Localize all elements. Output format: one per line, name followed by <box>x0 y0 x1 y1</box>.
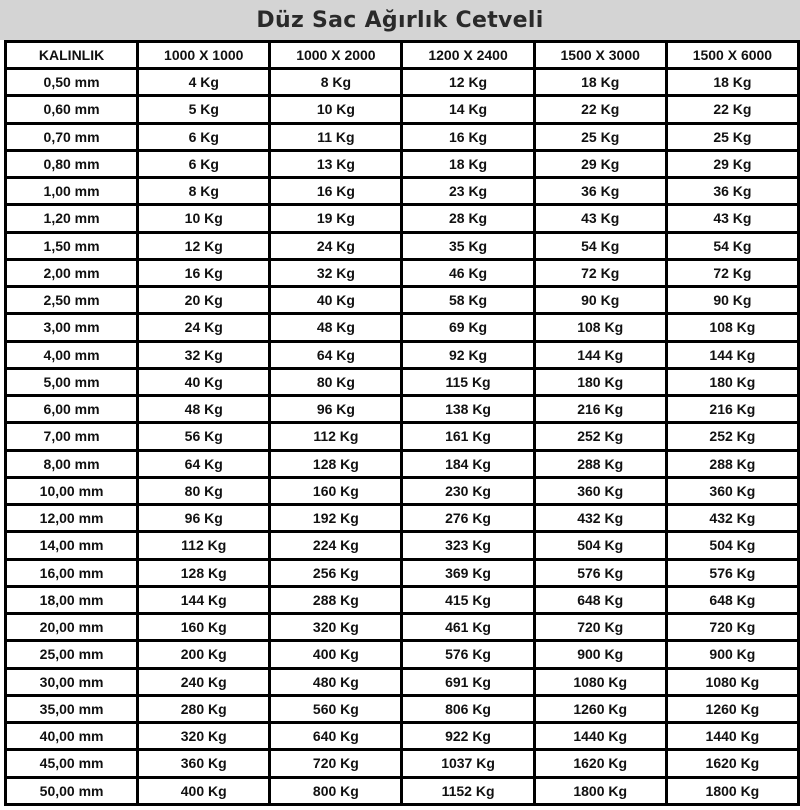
thickness-cell: 16,00 mm <box>7 561 136 585</box>
weight-cell: 1037 Kg <box>403 751 532 775</box>
weight-cell: 360 Kg <box>668 479 797 503</box>
thickness-cell: 7,00 mm <box>7 424 136 448</box>
weight-cell: 360 Kg <box>139 751 268 775</box>
weight-cell: 40 Kg <box>139 370 268 394</box>
weight-cell: 16 Kg <box>403 125 532 149</box>
weight-cell: 276 Kg <box>403 506 532 530</box>
weight-cell: 161 Kg <box>403 424 532 448</box>
weight-cell: 4 Kg <box>139 70 268 94</box>
thickness-cell: 0,70 mm <box>7 125 136 149</box>
table-row <box>7 97 797 121</box>
weight-cell: 280 Kg <box>139 697 268 721</box>
thickness-cell: 1,00 mm <box>7 179 136 203</box>
column-header-size: 1500 X 6000 <box>668 43 797 67</box>
weight-cell: 22 Kg <box>536 97 665 121</box>
weight-cell: 32 Kg <box>271 261 400 285</box>
weight-cell: 288 Kg <box>536 452 665 476</box>
weight-cell: 8 Kg <box>271 70 400 94</box>
weight-cell: 288 Kg <box>668 452 797 476</box>
page-title: Düz Sac Ağırlık Cetveli <box>256 7 544 33</box>
weight-cell: 18 Kg <box>536 70 665 94</box>
weight-cell: 29 Kg <box>536 152 665 176</box>
thickness-cell: 18,00 mm <box>7 588 136 612</box>
thickness-cell: 10,00 mm <box>7 479 136 503</box>
weight-cell: 96 Kg <box>271 397 400 421</box>
table-row <box>7 343 797 367</box>
weight-cell: 288 Kg <box>271 588 400 612</box>
table-row <box>7 397 797 421</box>
weight-cell: 12 Kg <box>139 234 268 258</box>
thickness-cell: 0,50 mm <box>7 70 136 94</box>
thickness-cell: 30,00 mm <box>7 670 136 694</box>
weight-cell: 64 Kg <box>271 343 400 367</box>
weight-cell: 69 Kg <box>403 315 532 339</box>
weight-cell: 900 Kg <box>536 642 665 666</box>
weight-cell: 369 Kg <box>403 561 532 585</box>
table-row <box>7 261 797 285</box>
weight-cell: 64 Kg <box>139 452 268 476</box>
weight-cell: 24 Kg <box>271 234 400 258</box>
weight-cell: 18 Kg <box>668 70 797 94</box>
weight-cell: 144 Kg <box>668 343 797 367</box>
column-header-size: 1000 X 2000 <box>271 43 400 67</box>
thickness-cell: 0,60 mm <box>7 97 136 121</box>
weight-cell: 320 Kg <box>139 724 268 748</box>
thickness-cell: 1,20 mm <box>7 206 136 230</box>
weight-cell: 144 Kg <box>139 588 268 612</box>
weight-cell: 480 Kg <box>271 670 400 694</box>
weight-cell: 1620 Kg <box>536 751 665 775</box>
table-row <box>7 315 797 339</box>
weight-cell: 1080 Kg <box>536 670 665 694</box>
weight-cell: 16 Kg <box>139 261 268 285</box>
weight-cell: 504 Kg <box>536 533 665 557</box>
table-row <box>7 206 797 230</box>
weight-cell: 576 Kg <box>668 561 797 585</box>
weight-cell: 80 Kg <box>271 370 400 394</box>
weight-cell: 24 Kg <box>139 315 268 339</box>
weight-cell: 252 Kg <box>668 424 797 448</box>
table-row <box>7 697 797 721</box>
weight-cell: 192 Kg <box>271 506 400 530</box>
weight-cell: 40 Kg <box>271 288 400 312</box>
weight-cell: 691 Kg <box>403 670 532 694</box>
thickness-cell: 14,00 mm <box>7 533 136 557</box>
weight-cell: 128 Kg <box>271 452 400 476</box>
table-row <box>7 779 797 804</box>
weight-cell: 1260 Kg <box>668 697 797 721</box>
weight-cell: 900 Kg <box>668 642 797 666</box>
weight-cell: 11 Kg <box>271 125 400 149</box>
weight-cell: 160 Kg <box>139 615 268 639</box>
weight-cell: 23 Kg <box>403 179 532 203</box>
weight-cell: 1440 Kg <box>536 724 665 748</box>
weight-cell: 28 Kg <box>403 206 532 230</box>
thickness-cell: 8,00 mm <box>7 452 136 476</box>
weight-cell: 54 Kg <box>536 234 665 258</box>
weight-cell: 1080 Kg <box>668 670 797 694</box>
table-row <box>7 670 797 694</box>
column-header-size: 1000 X 1000 <box>139 43 268 67</box>
table-row <box>7 234 797 258</box>
table-row <box>7 152 797 176</box>
weight-cell: 80 Kg <box>139 479 268 503</box>
weight-cell: 72 Kg <box>536 261 665 285</box>
weight-cell: 12 Kg <box>403 70 532 94</box>
weight-cell: 32 Kg <box>139 343 268 367</box>
weight-cell: 720 Kg <box>271 751 400 775</box>
weight-cell: 72 Kg <box>668 261 797 285</box>
weight-cell: 13 Kg <box>271 152 400 176</box>
weight-cell: 108 Kg <box>668 315 797 339</box>
column-header-size: 1500 X 3000 <box>536 43 665 67</box>
weight-cell: 43 Kg <box>668 206 797 230</box>
table-body <box>7 70 797 803</box>
weight-cell: 6 Kg <box>139 125 268 149</box>
weight-cell: 576 Kg <box>403 642 532 666</box>
table-row <box>7 370 797 394</box>
weight-cell: 19 Kg <box>271 206 400 230</box>
thickness-cell: 35,00 mm <box>7 697 136 721</box>
table-row <box>7 642 797 666</box>
weight-cell: 1800 Kg <box>536 779 665 804</box>
weight-cell: 576 Kg <box>536 561 665 585</box>
weight-cell: 230 Kg <box>403 479 532 503</box>
table-row <box>7 70 797 94</box>
weight-cell: 48 Kg <box>139 397 268 421</box>
weight-cell: 432 Kg <box>668 506 797 530</box>
table-row <box>7 615 797 639</box>
weight-cell: 432 Kg <box>536 506 665 530</box>
weight-cell: 415 Kg <box>403 588 532 612</box>
weight-cell: 200 Kg <box>139 642 268 666</box>
weight-cell: 1800 Kg <box>668 779 797 804</box>
table-row <box>7 179 797 203</box>
weight-cell: 640 Kg <box>271 724 400 748</box>
thickness-cell: 5,00 mm <box>7 370 136 394</box>
weight-cell: 25 Kg <box>668 125 797 149</box>
column-header-thickness: KALINLIK <box>7 43 136 67</box>
weight-cell: 46 Kg <box>403 261 532 285</box>
table-header-row <box>7 43 797 67</box>
table-row <box>7 125 797 149</box>
weight-cell: 25 Kg <box>536 125 665 149</box>
weight-cell: 1260 Kg <box>536 697 665 721</box>
weight-cell: 18 Kg <box>403 152 532 176</box>
weight-cell: 216 Kg <box>536 397 665 421</box>
thickness-cell: 2,00 mm <box>7 261 136 285</box>
weight-cell: 1152 Kg <box>403 779 532 804</box>
table-row <box>7 424 797 448</box>
weight-cell: 240 Kg <box>139 670 268 694</box>
weight-cell: 5 Kg <box>139 97 268 121</box>
weight-cell: 58 Kg <box>403 288 532 312</box>
weight-cell: 96 Kg <box>139 506 268 530</box>
table-row <box>7 724 797 748</box>
weight-cell: 144 Kg <box>536 343 665 367</box>
weight-cell: 22 Kg <box>668 97 797 121</box>
weight-cell: 504 Kg <box>668 533 797 557</box>
thickness-cell: 0,80 mm <box>7 152 136 176</box>
weight-cell: 180 Kg <box>668 370 797 394</box>
thickness-cell: 40,00 mm <box>7 724 136 748</box>
weight-cell: 128 Kg <box>139 561 268 585</box>
weight-cell: 108 Kg <box>536 315 665 339</box>
weight-cell: 90 Kg <box>668 288 797 312</box>
weight-cell: 48 Kg <box>271 315 400 339</box>
table-row <box>7 561 797 585</box>
thickness-cell: 25,00 mm <box>7 642 136 666</box>
thickness-cell: 3,00 mm <box>7 315 136 339</box>
weight-cell: 29 Kg <box>668 152 797 176</box>
thickness-cell: 1,50 mm <box>7 234 136 258</box>
weight-cell: 8 Kg <box>139 179 268 203</box>
weight-cell: 648 Kg <box>668 588 797 612</box>
weight-cell: 806 Kg <box>403 697 532 721</box>
table-row <box>7 588 797 612</box>
weight-table <box>4 40 800 806</box>
weight-cell: 36 Kg <box>668 179 797 203</box>
weight-cell: 112 Kg <box>271 424 400 448</box>
weight-cell: 54 Kg <box>668 234 797 258</box>
weight-cell: 14 Kg <box>403 97 532 121</box>
weight-cell: 648 Kg <box>536 588 665 612</box>
weight-cell: 10 Kg <box>139 206 268 230</box>
weight-cell: 56 Kg <box>139 424 268 448</box>
weight-cell: 720 Kg <box>668 615 797 639</box>
weight-cell: 461 Kg <box>403 615 532 639</box>
weight-cell: 92 Kg <box>403 343 532 367</box>
table-row <box>7 452 797 476</box>
weight-table-container <box>4 40 800 806</box>
thickness-cell: 50,00 mm <box>7 779 136 804</box>
weight-cell: 180 Kg <box>536 370 665 394</box>
weight-cell: 560 Kg <box>271 697 400 721</box>
weight-cell: 400 Kg <box>271 642 400 666</box>
thickness-cell: 2,50 mm <box>7 288 136 312</box>
weight-cell: 216 Kg <box>668 397 797 421</box>
weight-cell: 400 Kg <box>139 779 268 804</box>
weight-cell: 720 Kg <box>536 615 665 639</box>
weight-cell: 6 Kg <box>139 152 268 176</box>
weight-cell: 115 Kg <box>403 370 532 394</box>
thickness-cell: 20,00 mm <box>7 615 136 639</box>
weight-cell: 35 Kg <box>403 234 532 258</box>
weight-cell: 323 Kg <box>403 533 532 557</box>
weight-cell: 10 Kg <box>271 97 400 121</box>
column-header-size: 1200 X 2400 <box>403 43 532 67</box>
weight-cell: 184 Kg <box>403 452 532 476</box>
weight-cell: 256 Kg <box>271 561 400 585</box>
table-row <box>7 479 797 503</box>
weight-cell: 16 Kg <box>271 179 400 203</box>
table-row <box>7 751 797 775</box>
weight-cell: 90 Kg <box>536 288 665 312</box>
weight-cell: 252 Kg <box>536 424 665 448</box>
weight-cell: 224 Kg <box>271 533 400 557</box>
weight-cell: 43 Kg <box>536 206 665 230</box>
thickness-cell: 12,00 mm <box>7 506 136 530</box>
weight-cell: 138 Kg <box>403 397 532 421</box>
weight-cell: 1620 Kg <box>668 751 797 775</box>
weight-cell: 922 Kg <box>403 724 532 748</box>
weight-cell: 160 Kg <box>271 479 400 503</box>
title-bar <box>0 0 800 40</box>
weight-cell: 320 Kg <box>271 615 400 639</box>
table-row <box>7 288 797 312</box>
weight-cell: 20 Kg <box>139 288 268 312</box>
table-row <box>7 533 797 557</box>
weight-cell: 112 Kg <box>139 533 268 557</box>
thickness-cell: 6,00 mm <box>7 397 136 421</box>
weight-cell: 36 Kg <box>536 179 665 203</box>
weight-cell: 800 Kg <box>271 779 400 804</box>
table-row <box>7 506 797 530</box>
thickness-cell: 4,00 mm <box>7 343 136 367</box>
thickness-cell: 45,00 mm <box>7 751 136 775</box>
weight-cell: 1440 Kg <box>668 724 797 748</box>
weight-cell: 360 Kg <box>536 479 665 503</box>
